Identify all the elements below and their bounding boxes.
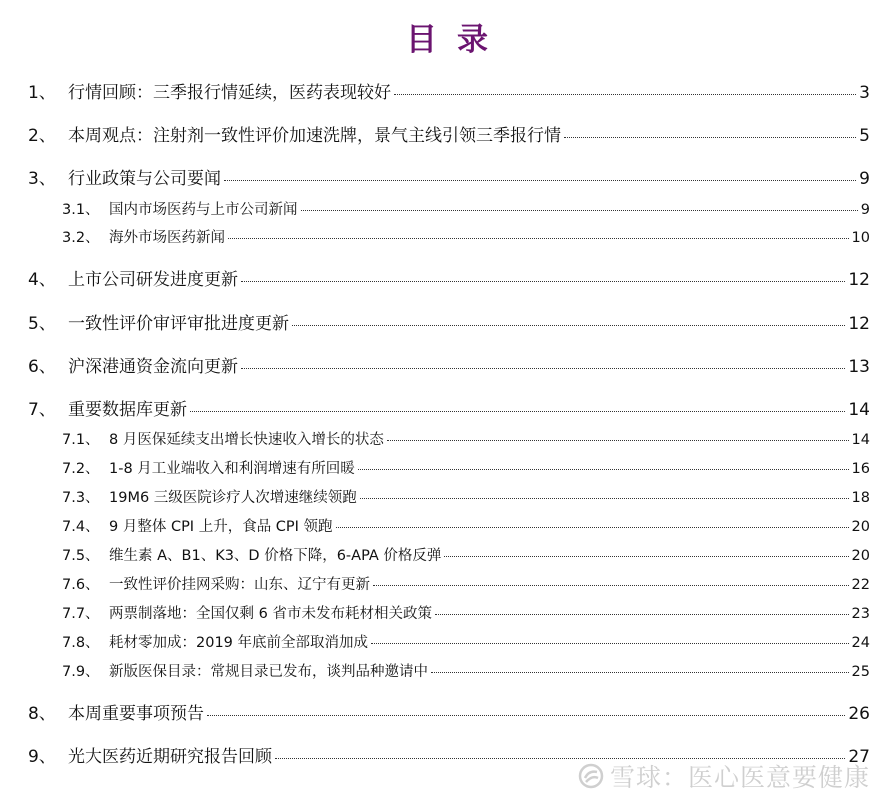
toc-entry[interactable]	[28, 699, 870, 724]
toc-entry[interactable]	[28, 309, 870, 334]
toc-entry-number: 7.2、	[62, 461, 100, 477]
toc-entry-number: 7.6、	[62, 577, 100, 593]
toc-entry-title: 8 月医保延续支出增长快速收入增长的状态	[109, 432, 384, 448]
toc-subentry[interactable]	[62, 198, 870, 219]
toc-entry-title: 1-8 月工业端收入和利润增速有所回暖	[109, 461, 355, 477]
toc-entry-page: 20	[851, 548, 870, 564]
toc-dot-leader	[444, 556, 848, 557]
toc-entry-number: 4、	[28, 270, 56, 290]
toc-dot-leader	[224, 180, 856, 181]
toc-entry-number: 3、	[28, 169, 56, 189]
toc-entry-title: 国内市场医药与上市公司新闻	[109, 202, 298, 218]
toc-entry-title: 光大医药近期研究报告回顾	[68, 747, 272, 767]
toc-subentry[interactable]	[62, 544, 870, 565]
toc-entry-title: 行情回顾：三季报行情延续，医药表现较好	[68, 83, 391, 103]
toc-entry-page: 22	[851, 577, 870, 593]
toc-entry-page: 26	[848, 704, 870, 724]
toc-entry-title: 维生素 A、B1、K3、D 价格下降，6-APA 价格反弹	[109, 548, 442, 564]
toc-entry-number: 8、	[28, 704, 56, 724]
toc-dot-leader	[190, 411, 845, 412]
toc-entry-page: 25	[851, 664, 870, 680]
toc-entry-page: 3	[859, 83, 870, 103]
toc-entry-title: 沪深港通资金流向更新	[68, 357, 238, 377]
toc-entry-title: 两票制落地：全国仅剩 6 省市未发布耗材相关政策	[109, 606, 432, 622]
toc-entry-number: 9、	[28, 747, 56, 767]
toc-entry-number: 2、	[28, 126, 56, 146]
toc-entry-title: 一致性评价审评审批进度更新	[68, 314, 289, 334]
toc-dot-leader	[228, 238, 849, 239]
toc-entry-page: 10	[851, 230, 870, 246]
toc-entry-title: 上市公司研发进度更新	[68, 270, 238, 290]
toc-subentry[interactable]	[62, 631, 870, 652]
toc-entry-number: 7.1、	[62, 432, 100, 448]
toc-dot-leader	[336, 527, 849, 528]
watermark	[578, 758, 870, 794]
toc-dot-leader	[371, 643, 849, 644]
toc-subentry[interactable]	[62, 660, 870, 681]
toc-entry-number: 7.7、	[62, 606, 100, 622]
toc-entry-page: 16	[851, 461, 870, 477]
toc-entry-page: 5	[859, 126, 870, 146]
toc-entry-title: 新版医保目录：常规目录已发布，谈判品种邀请中	[109, 664, 428, 680]
toc-subentry[interactable]	[62, 602, 870, 623]
toc-entry[interactable]	[28, 265, 870, 290]
toc-entry-page: 9	[859, 169, 870, 189]
toc-subentry[interactable]	[62, 573, 870, 594]
toc-dot-leader	[360, 498, 849, 499]
toc-dot-leader	[358, 469, 849, 470]
toc-dot-leader	[564, 137, 856, 138]
toc-entry-page: 9	[860, 202, 870, 218]
toc-entry-number: 6、	[28, 357, 56, 377]
toc-entry[interactable]	[28, 164, 870, 189]
toc-entry-number: 7.8、	[62, 635, 100, 651]
toc-entry-title: 本周观点：注射剂一致性评价加速洗牌，景气主线引领三季报行情	[68, 126, 561, 146]
toc-entry-number: 7.5、	[62, 548, 100, 564]
toc-dot-leader	[431, 672, 849, 673]
toc-entry-page: 24	[851, 635, 870, 651]
toc-entry-page: 27	[848, 747, 870, 767]
toc-entry-title: 行业政策与公司要闻	[68, 169, 221, 189]
toc-subentry[interactable]	[62, 226, 870, 247]
toc-entry-page: 23	[851, 606, 870, 622]
toc-entry-title: 一致性评价挂网采购：山东、辽宁有更新	[109, 577, 370, 593]
toc-subentry[interactable]	[62, 486, 870, 507]
toc-entry-number: 7.4、	[62, 519, 100, 535]
toc-entry-page: 13	[848, 357, 870, 377]
toc-subentry[interactable]	[62, 457, 870, 478]
toc-entry-title: 本周重要事项预告	[68, 704, 204, 724]
toc-dot-leader	[301, 210, 858, 211]
toc-entry-page: 18	[851, 490, 870, 506]
toc-entry-number: 1、	[28, 83, 56, 103]
toc-entry-page: 14	[851, 432, 870, 448]
toc-entry-page: 14	[848, 400, 870, 420]
toc-dot-leader	[292, 325, 845, 326]
toc-entry[interactable]	[28, 78, 870, 103]
toc-dot-leader	[241, 368, 845, 369]
toc-entry[interactable]	[28, 352, 870, 377]
toc-entry-title: 海外市场医药新闻	[109, 230, 225, 246]
toc-title: 目录	[406, 22, 508, 58]
toc-entry-title: 19M6 三级医院诊疗人次增速继续领跑	[109, 490, 357, 506]
toc-entry-title: 耗材零加成：2019 年底前全部取消加成	[109, 635, 369, 651]
toc-entry-number: 7、	[28, 400, 56, 420]
watermark-text: 雪球：医心医意要健康	[609, 763, 870, 792]
toc-entry-page: 12	[848, 270, 870, 290]
snowball-logo-icon	[578, 763, 604, 789]
toc-entry-title: 9 月整体 CPI 上升，食品 CPI 领跑	[109, 519, 333, 535]
toc-entry-number: 7.9、	[62, 664, 100, 680]
toc-entry[interactable]	[28, 395, 870, 420]
toc-dot-leader	[207, 715, 845, 716]
toc-entry[interactable]	[28, 121, 870, 146]
toc-dot-leader	[373, 585, 849, 586]
toc-dot-leader	[394, 94, 856, 95]
toc-dot-leader	[387, 440, 849, 441]
toc-entry-page: 12	[848, 314, 870, 334]
toc-entry-page: 20	[851, 519, 870, 535]
toc-subentry[interactable]	[62, 515, 870, 536]
toc-entry-number: 3.1、	[62, 202, 100, 218]
toc-dot-leader	[435, 614, 849, 615]
toc-dot-leader	[241, 281, 845, 282]
toc-subentry[interactable]	[62, 428, 870, 449]
toc-entry-number: 7.3、	[62, 490, 100, 506]
toc-entry-title: 重要数据库更新	[68, 400, 187, 420]
toc-entry-number: 5、	[28, 314, 56, 334]
toc-entry-number: 3.2、	[62, 230, 100, 246]
